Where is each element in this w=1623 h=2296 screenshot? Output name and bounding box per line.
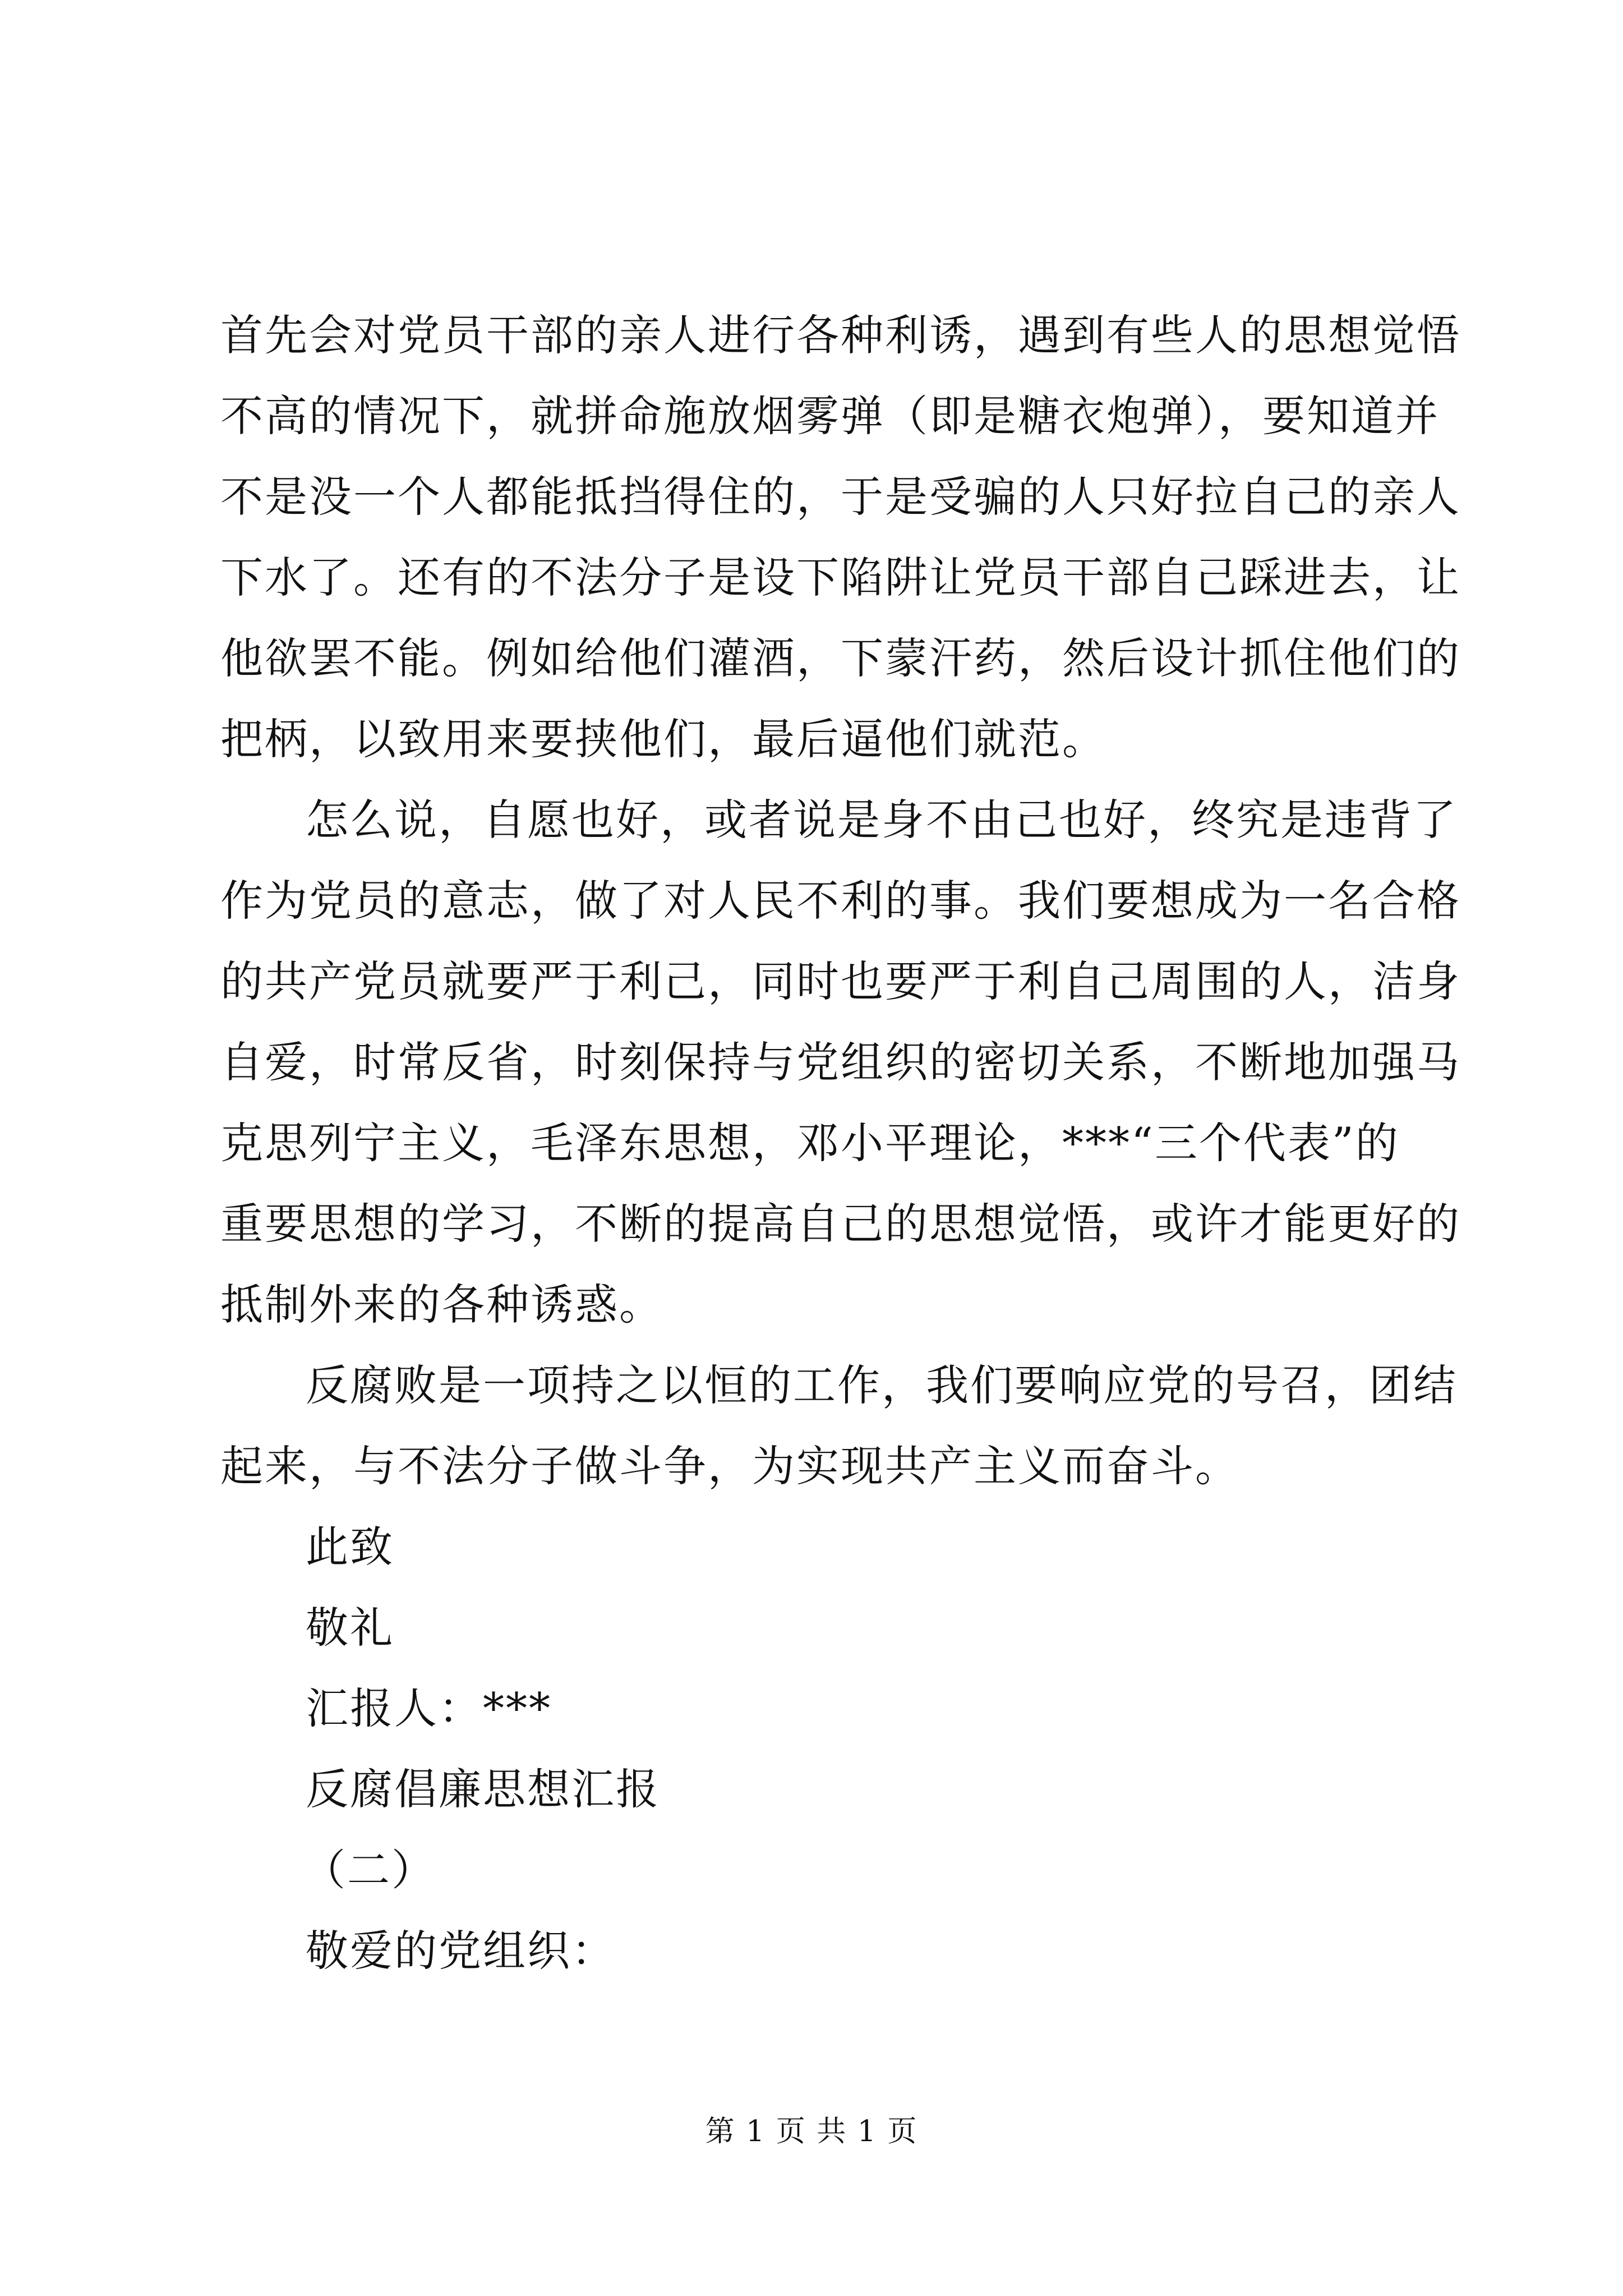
paragraph-line: 首先会对党员干部的亲人进行各种利诱，遇到有些人的思想觉悟 bbox=[220, 310, 1461, 360]
section-number: （二） bbox=[303, 1845, 436, 1895]
page-footer: 第 1 页 共 1 页 bbox=[705, 2115, 918, 2148]
paragraph-line: 他欲罢不能。例如给他们灌酒，下蒙汗药，然后设计抓住他们的 bbox=[220, 633, 1461, 683]
paragraph-line: 把柄，以致用来要挟他们，最后逼他们就范。 bbox=[220, 714, 1106, 764]
salutation-line: 敬爱的党组织： bbox=[306, 1926, 616, 1976]
paragraph-line: 的共产党员就要严于利己，同时也要严于利自己周围的人，洁身 bbox=[220, 956, 1461, 1006]
paragraph-line: 作为党员的意志，做了对人民不利的事。我们要想成为一名合格 bbox=[220, 876, 1461, 926]
closing-line: 敬礼 bbox=[306, 1603, 394, 1653]
section-title: 反腐倡廉思想汇报 bbox=[306, 1764, 660, 1814]
paragraph-line: 怎么说，自愿也好，或者说是身不由己也好，终究是违背了 bbox=[306, 795, 1458, 845]
paragraph-line: 反腐败是一项持之以恒的工作，我们要响应党的号召，团结 bbox=[306, 1360, 1458, 1410]
paragraph-line: 克思列宁主义，毛泽东思想，邓小平理论，***“三个代表”的 bbox=[220, 1118, 1400, 1168]
paragraph-line: 下水了。还有的不法分子是设下陷阱让党员干部自己踩进去，让 bbox=[220, 553, 1461, 602]
paragraph-line: 不高的情况下，就拼命施放烟雾弹（即是糖衣炮弹），要知道并 bbox=[220, 391, 1440, 441]
paragraph-line: 重要思想的学习，不断的提高自己的思想觉悟，或许才能更好的 bbox=[220, 1199, 1461, 1249]
paragraph-line: 抵制外来的各种诱惑。 bbox=[220, 1280, 663, 1329]
paragraph-line: 自爱，时常反省，时刻保持与党组织的密切关系，不断地加强马 bbox=[220, 1037, 1461, 1087]
reporter-line: 汇报人：*** bbox=[306, 1683, 552, 1733]
paragraph-line: 起来，与不法分子做斗争，为实现共产主义而奋斗。 bbox=[220, 1441, 1239, 1491]
paragraph-line: 不是没一个人都能抵挡得住的，于是受骗的人只好拉自己的亲人 bbox=[220, 472, 1461, 522]
closing-line: 此致 bbox=[306, 1522, 394, 1572]
